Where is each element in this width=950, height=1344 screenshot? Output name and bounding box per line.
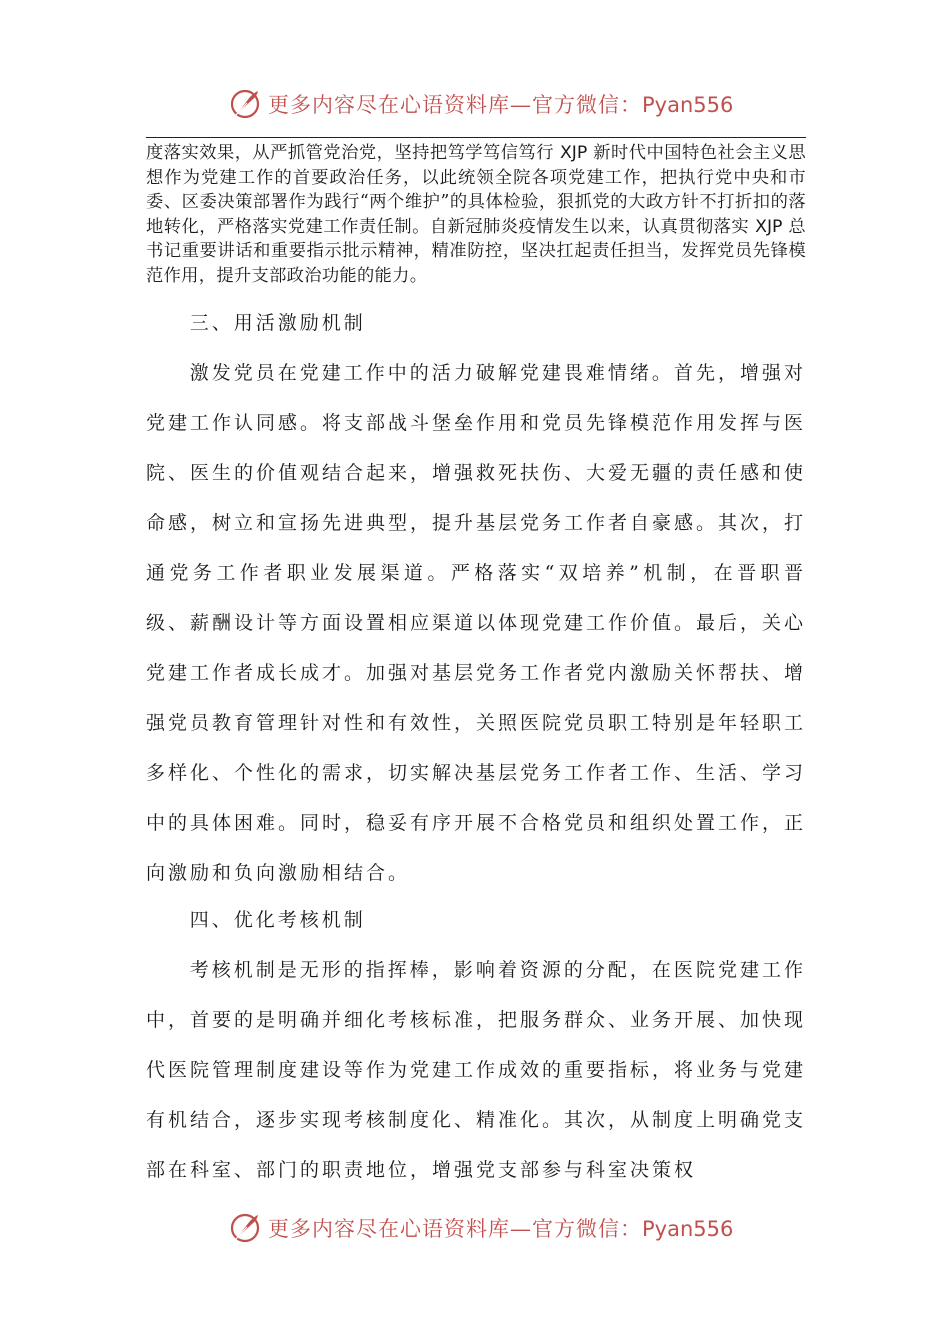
para1-text-b: 新时代中国特色社会主义思想作为党建工作的首要政治任务，以此统领全院各项党建工作，把执行党中央和市委、区委决策部署作为践行“两个维护”的具体检验，狠抓党的大政方针不打折扣的落地转化，严格落实党建工作责任制。自新冠肺炎疫情发生以来，认真贯彻落实 xyxy=(146,143,806,237)
section-heading-3: 三、用活激励机制 xyxy=(189,312,366,334)
paragraph-1 xyxy=(146,141,806,288)
para1-text-c: 总书记重要讲话和重要指示批示精神，精准防控，坚决扛起责任担当，发挥党员先锋模范作用，提升支部政治功能的能力。 xyxy=(146,216,807,286)
footer-banner xyxy=(0,1208,950,1248)
section-3 xyxy=(146,298,806,898)
para1-abbr-b: XJP xyxy=(755,216,783,237)
banner-text xyxy=(268,89,733,119)
quill-logo-icon xyxy=(228,87,262,121)
banner-label: 更多内容尽在心语资料库—官方微信： xyxy=(268,1217,642,1241)
quill-logo-icon xyxy=(228,1211,262,1245)
paragraph-3: 考核机制是无形的指挥棒，影响着资源的分配，在医院党建工作中，首要的是明确并细化考核标准，把服务群众、业务开展、加快现代医院管理制度建设等作为党建工作成效的重要指标，将业务与党建有机结合，逐步实现考核制度化、精准化。其次，从制度上明确党支部在科室、部门的职责地位，增强党支部参与科室决策权 xyxy=(146,959,807,1181)
paragraph-2: 激发党员在党建工作中的活力破解党建畏难情绪。首先，增强对党建工作认同感。将支部战斗堡垒作用和党员先锋模范作用发挥与医院、医生的价值观结合起来，增强救死扶伤、大爱无疆的责任感和使命感，树立和宣扬先进典型，提升基层党务工作者自豪感。其次，打通党务工作者职业发展渠道。严格落实“双培养”机制，在晋职晋级、薪酬设计等方面设置相应渠道以体现党建工作价值。最后，关心党建工作者成长成才。加强对基层党务工作者党内激励关怀帮扶、增强党员教育管理针对性和有效性，关照医院党员职工特别是年轻职工多样化、个性化的需求，切实解决基层党务工作者工作、生活、学习中的具体困难。同时，稳妥有序开展不合格党员和组织处置工作，正向激励和负向激励相结合。 xyxy=(146,362,807,884)
header-banner xyxy=(0,84,950,124)
section-4 xyxy=(146,895,806,1195)
continuation-paragraph xyxy=(146,141,806,288)
wechat-id: Pyan556 xyxy=(642,93,734,117)
banner-label: 更多内容尽在心语资料库—官方微信： xyxy=(268,93,642,117)
section-heading-4: 四、优化考核机制 xyxy=(189,909,366,931)
banner-text xyxy=(268,1213,733,1243)
wechat-id: Pyan556 xyxy=(642,1217,734,1241)
header-rule xyxy=(146,137,806,138)
para1-text-a: 度落实效果，从严抓管党治党，坚持把笃学笃信笃行 xyxy=(146,143,560,163)
para1-abbr-a: XJP xyxy=(559,143,588,163)
